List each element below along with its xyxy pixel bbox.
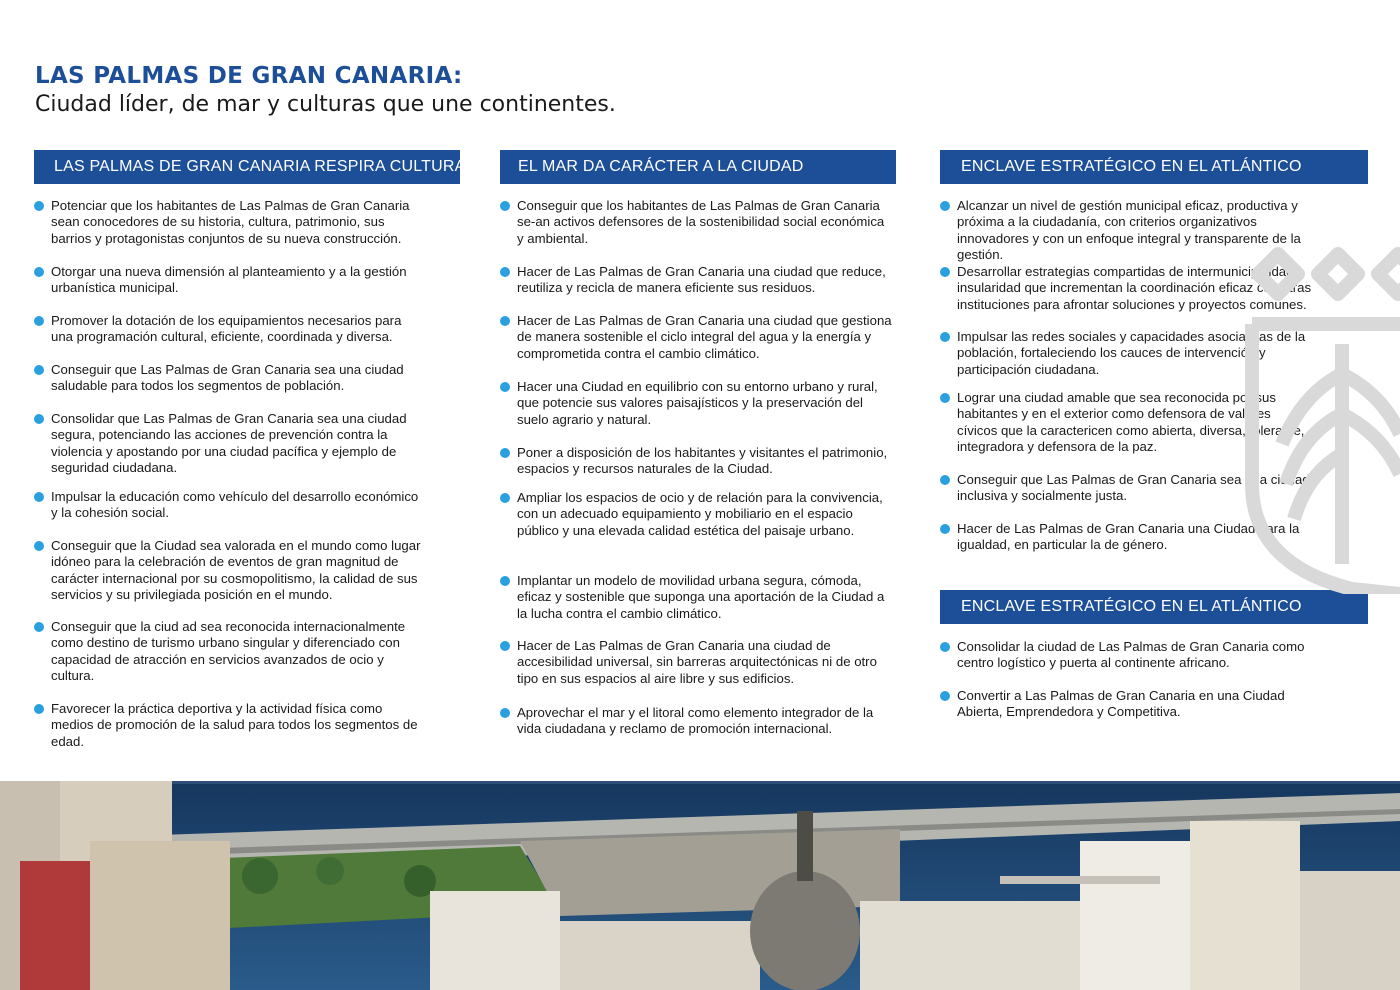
list-item <box>34 538 424 604</box>
list-item <box>500 490 892 539</box>
bullet-icon <box>940 642 950 652</box>
bullet-icon <box>34 492 44 502</box>
list-item-text: Conseguir que los habitantes de Las Palmas de Gran Canaria se-an activos defensores de la sostenibilidad social económica y ambiental. <box>517 198 885 246</box>
bullet-icon <box>500 267 510 277</box>
list-item-text: Implantar un modelo de movilidad urbana segura, cómoda, eficaz y sostenible que suponga una aportación de la Ciudad a la lucha contra el cambio climático. <box>517 573 885 621</box>
bullet-icon <box>500 382 510 392</box>
list-item <box>500 264 892 297</box>
bullet-icon <box>500 576 510 586</box>
list-item-text: Impulsar las redes sociales y capacidades asociativas de la población, fortaleciendo los cauces de intervención y participación ciudadana. <box>957 329 1306 377</box>
bullet-icon <box>34 622 44 632</box>
bullet-icon <box>500 448 510 458</box>
list-item-text: Favorecer la práctica deportiva y la actividad física como medios de promoción de la salud para todos los segmentos de edad. <box>51 701 418 749</box>
bullet-icon <box>940 332 950 342</box>
bullet-icon <box>500 708 510 718</box>
list-item-text: Hacer una Ciudad en equilibrio con su entorno urbano y rural, que potencie sus valores paisajísticos y la preservación del suelo agrario y natural. <box>517 379 878 427</box>
list-item <box>500 638 892 687</box>
column-mar <box>500 150 896 737</box>
list-item <box>940 639 1312 672</box>
list-item <box>34 264 424 297</box>
list-item <box>500 379 892 428</box>
bullet-icon <box>34 201 44 211</box>
bullet-icon <box>500 493 510 503</box>
bullet-icon <box>940 267 950 277</box>
bullet-icon <box>940 201 950 211</box>
list-item-text: Hacer de Las Palmas de Gran Canaria una Ciudad para la igualdad, en particular la de género. <box>957 521 1300 553</box>
list-item-text: Promover la dotación de los equipamientos necesarios para una programación cultural, eficiente, coordinada y diversa. <box>51 313 402 345</box>
list-item <box>500 445 892 478</box>
list-item <box>34 198 424 247</box>
list-item-text: Impulsar la educación como vehículo del desarrollo económico y la cohesión social. <box>51 489 419 521</box>
emblem-watermark-icon <box>1222 244 1400 594</box>
title-block <box>35 62 616 120</box>
section-heading: LAS PALMAS DE GRAN CANARIA RESPIRA CULTURA <box>34 150 460 184</box>
list-item-text: Hacer de Las Palmas de Gran Canaria una ciudad de accesibilidad universal, sin barreras arquitectónicas ni de otro tipo en sus espacios al aire libre y sus edificios. <box>517 638 877 686</box>
bullet-icon <box>34 365 44 375</box>
list-item-text: Otorgar una nueva dimensión al planteamiento y a la gestión urbanística municipal. <box>51 264 407 296</box>
list-item-text: Convertir a Las Palmas de Gran Canaria en una Ciudad Abierta, Emprendedora y Competitiva. <box>957 688 1285 720</box>
list-item <box>34 701 424 750</box>
bullet-icon <box>940 475 950 485</box>
bullet-icon <box>940 524 950 534</box>
bullet-icon <box>34 267 44 277</box>
list-item-text: Lograr una ciudad amable que sea reconocida por sus habitantes y en el exterior como defensora de valores cívicos que la caractericen como abierta, diversa, tolerante, integradora y defensora de la paz. <box>957 390 1305 455</box>
list-item-text: Potenciar que los habitantes de Las Palmas de Gran Canaria sean conocedores de su historia, cultura, patrimonio, sus barrios y protagonistas conjuntos de su nueva construcción. <box>51 198 410 246</box>
page-title: LAS PALMAS DE GRAN CANARIA: <box>35 63 463 89</box>
bullet-icon <box>500 201 510 211</box>
list-item-text: Desarrollar estrategias compartidas de intermunicipalidad e insularidad que incrementan la coordinación eficaz con otras instituciones para afrontar soluciones y proyectos comunes. <box>957 264 1312 312</box>
column-atlantico-2 <box>940 590 1368 720</box>
bullet-icon <box>34 414 44 424</box>
list-item <box>500 573 892 622</box>
list-item-text: Conseguir que la Ciudad sea valorada en el mundo como lugar idóneo para la celebración de eventos de gran magnitud de carácter internacional por su cosmopolitismo, la calidad de sus servicios y su privilegiada posición en el mundo. <box>51 538 421 603</box>
list-item-text: Consolidar la ciudad de Las Palmas de Gran Canaria como centro logístico y puerta al continente africano. <box>957 639 1305 671</box>
list-item-text: Aprovechar el mar y el litoral como elemento integrador de la vida ciudadana y reclamo de promoción internacional. <box>517 705 874 737</box>
list-item-text: Hacer de Las Palmas de Gran Canaria una ciudad que reduce, reutiliza y recicla de manera eficiente sus residuos. <box>517 264 886 296</box>
bullet-icon <box>34 704 44 714</box>
bullet-icon <box>34 541 44 551</box>
list-item <box>34 362 424 395</box>
list-item <box>34 619 424 685</box>
list-item-text: Ampliar los espacios de ocio y de relación para la convivencia, con un adecuado equipamiento y mobiliario en el espacio público y una elevada calidad estética del paisaje urbano. <box>517 490 883 538</box>
bullet-icon <box>500 316 510 326</box>
list-item-text: Conseguir que Las Palmas de Gran Canaria sea una ciudad inclusiva y socialmente justa. <box>957 472 1310 504</box>
section-heading: EL MAR DA CARÁCTER A LA CIUDAD <box>500 150 896 184</box>
list-item <box>34 411 424 477</box>
list-item <box>940 688 1312 721</box>
list-item-text: Poner a disposición de los habitantes y visitantes el patrimonio, espacios y recursos naturales de la Ciudad. <box>517 445 888 477</box>
section-heading: ENCLAVE ESTRATÉGICO EN EL ATLÁNTICO <box>940 150 1368 184</box>
column-atlantico <box>940 150 1368 553</box>
list-item-text: Conseguir que Las Palmas de Gran Canaria sea una ciudad saludable para todos los segmentos de población. <box>51 362 404 394</box>
page-subtitle: Ciudad líder, de mar y culturas que une continentes. <box>35 92 616 117</box>
bullet-icon <box>940 393 950 403</box>
bullet-icon <box>500 641 510 651</box>
list-item-text: Hacer de Las Palmas de Gran Canaria una ciudad que gestiona de manera sostenible el ciclo integral del agua y la energía y comprometida contra el cambio climático. <box>517 313 892 361</box>
bullet-icon <box>34 316 44 326</box>
list-item-text: Consolidar que Las Palmas de Gran Canaria sea una ciudad segura, potenciando las acciones de prevención contra la violencia y apostando por una ciudad pacífica y ejemplo de seguridad ciudadana. <box>51 411 407 476</box>
section-heading: ENCLAVE ESTRATÉGICO EN EL ATLÁNTICO <box>940 590 1368 624</box>
list-item <box>500 198 892 247</box>
list-item-text: Alcanzar un nivel de gestión municipal eficaz, productiva y próxima a la ciudadanía, con criterios organizativos innovadores y con un enfoque integral y transparente de la gestión. <box>957 198 1301 263</box>
list-item-text: Conseguir que la ciud ad sea reconocida internacionalmente como destino de turismo urbano singular y diferenciado con capacidad de atracción en servicios avanzados de ocio y cultura. <box>51 619 406 684</box>
bullet-icon <box>940 691 950 701</box>
list-item <box>500 313 892 362</box>
column-cultura <box>34 150 466 749</box>
list-item <box>34 313 424 346</box>
list-item <box>34 489 424 522</box>
list-item <box>500 705 892 738</box>
city-photo <box>0 781 1400 990</box>
